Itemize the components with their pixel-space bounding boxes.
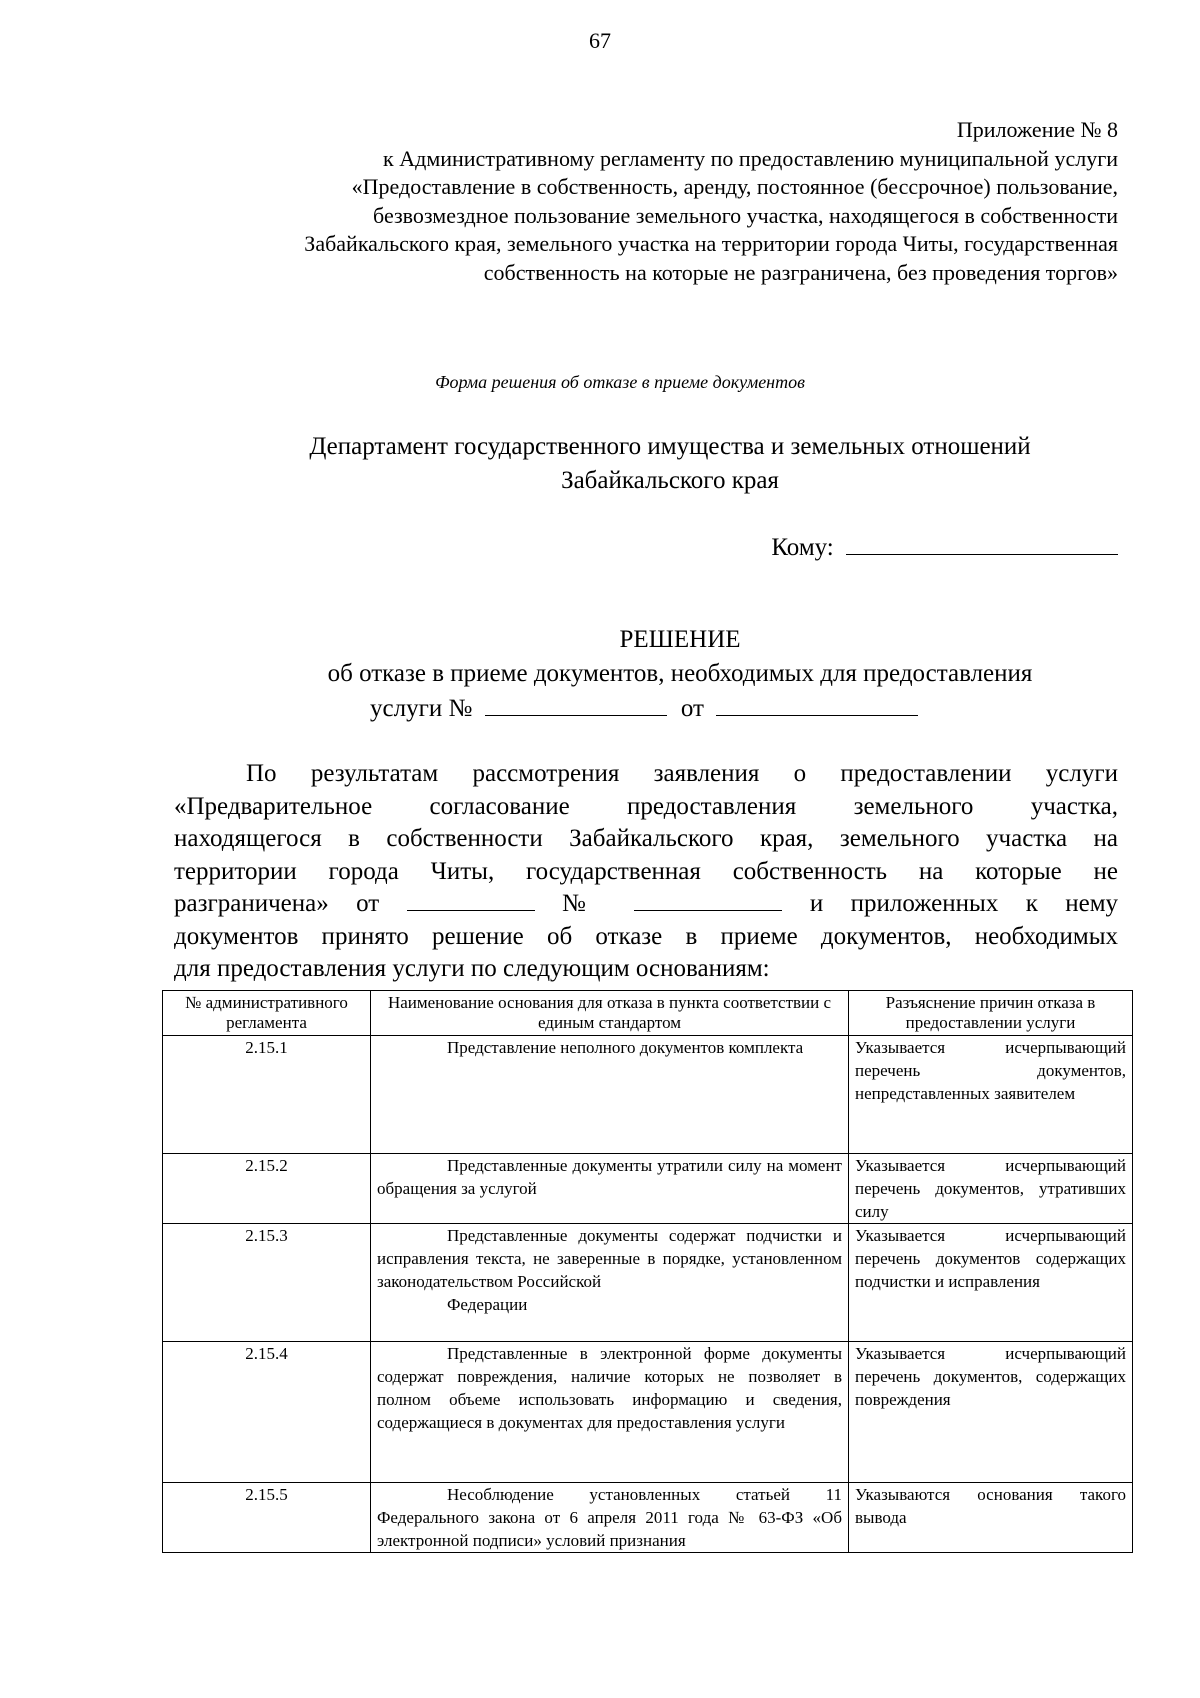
refusal-grounds-table	[162, 990, 1133, 1553]
cell-number: 2.15.5	[163, 1483, 371, 1553]
application-date-blank	[407, 888, 535, 911]
reason-text: Представленные документы содержат подчистки и исправления текста, не заверенные в порядке, установленном законодательством Российской	[377, 1226, 842, 1291]
table-row	[163, 1483, 1133, 1553]
reason-text-tail: Федерации	[447, 1295, 528, 1314]
decision-date-label: от	[680, 695, 704, 722]
cell-reason: Представленные в электронной форме документы содержат повреждения, наличие которых не позволяет в полном объеме использовать информацию и сведения, содержащиеся в документах для предоставления услуги	[371, 1342, 849, 1483]
appendix-line: Забайкальского края, земельного участка на территории города Читы, государственная	[304, 231, 1118, 256]
cell-explanation: Указывается исчерпывающий перечень документов, содержащих повреждения	[849, 1342, 1133, 1483]
decision-body	[174, 758, 1118, 986]
application-number-blank	[634, 888, 782, 911]
body-line	[174, 888, 1118, 921]
cell-number: 2.15.1	[163, 1036, 371, 1154]
table-row	[163, 1342, 1133, 1483]
header-reason: Наименование основания для отказа в пункта соответствии с единым стандартом	[371, 991, 849, 1036]
recipient-label: Кому:	[771, 534, 834, 561]
decision-number-blank	[485, 693, 667, 716]
cell-reason	[371, 1224, 849, 1342]
decision-subtitle: об отказе в приеме документов, необходимых для предоставления	[327, 660, 1033, 687]
cell-explanation	[849, 1036, 1133, 1154]
department-line-2: Забайкальского края	[561, 467, 779, 494]
page-number: 67	[589, 28, 611, 53]
header-regulation-number: № административного регламента	[163, 991, 371, 1036]
table-row	[163, 1154, 1133, 1224]
appendix-header	[158, 116, 1118, 287]
cell-number: 2.15.3	[163, 1224, 371, 1342]
table-header-row	[163, 991, 1133, 1036]
appendix-line: «Предоставление в собственность, аренду, постоянное (бессрочное) пользование,	[351, 174, 1118, 199]
department-line-1: Департамент государственного имущества и земельных отношений	[309, 433, 1031, 460]
body-line: для предоставления услуги по следующим основаниям:	[174, 955, 770, 982]
cell-explanation: Указывается исчерпывающий перечень документов содержащих подчистки и исправления	[849, 1224, 1133, 1342]
body-line-5-c: и приложенных к нему	[809, 890, 1119, 917]
body-line: «Предварительное согласование предоставления земельного участка,	[174, 792, 1118, 820]
appendix-line: собственность на которые не разграничена, без проведения торгов»	[483, 259, 1118, 285]
form-caption: Форма решения об отказе в приеме документов	[435, 372, 805, 392]
body-line: территории города Читы, государственная собственность на которые не	[174, 857, 1118, 885]
cell-number: 2.15.4	[163, 1342, 371, 1483]
decision-title: РЕШЕНИЕ	[619, 626, 741, 653]
header-explanation: Разъяснение причин отказа в предоставлении услуги	[849, 991, 1133, 1036]
cell-reason: Представление неполного документов комплекта	[371, 1036, 849, 1154]
body-line: документов принято решение об отказе в приеме документов, необходимых	[174, 922, 1118, 950]
cell-reason: Несоблюдение установленных статьей 11 Федерального закона от 6 апреля 2011 года № 63-ФЗ «Об электронной подписи» условий признания	[371, 1483, 849, 1553]
appendix-line: Приложение № 8	[956, 117, 1118, 142]
body-line-5-b: №	[562, 890, 608, 917]
body-line: находящегося в собственности Забайкальского края, земельного участка на	[174, 825, 1118, 852]
appendix-line: к Административному регламенту по предоставлению муниципальной услуги	[383, 145, 1118, 171]
cell-reason: Представленные документы утратили силу на момент обращения за услугой	[371, 1154, 849, 1224]
recipient-blank	[846, 532, 1118, 555]
decision-date-blank	[716, 693, 918, 716]
explanation-text: Указывается исчерпывающий перечень документов, непредставленных заявителем	[855, 1038, 1126, 1103]
cell-explanation: Указываются основания такого вывода	[849, 1483, 1133, 1553]
decision-number-label: услуги №	[370, 695, 473, 722]
table-row	[163, 1036, 1133, 1154]
recipient-field	[771, 532, 1118, 562]
decision-number-line	[370, 693, 918, 723]
body-line-5-a: разграничена» от	[174, 890, 380, 917]
cell-number: 2.15.2	[163, 1154, 371, 1224]
cell-explanation: Указывается исчерпывающий перечень документов, утративших силу	[849, 1154, 1133, 1224]
appendix-line: безвозмездное пользование земельного участка, находящегося в собственности	[373, 202, 1118, 228]
body-line: По результатам рассмотрения заявления о предоставлении услуги	[246, 760, 1118, 787]
table-row	[163, 1224, 1133, 1342]
department-name	[180, 430, 1160, 498]
